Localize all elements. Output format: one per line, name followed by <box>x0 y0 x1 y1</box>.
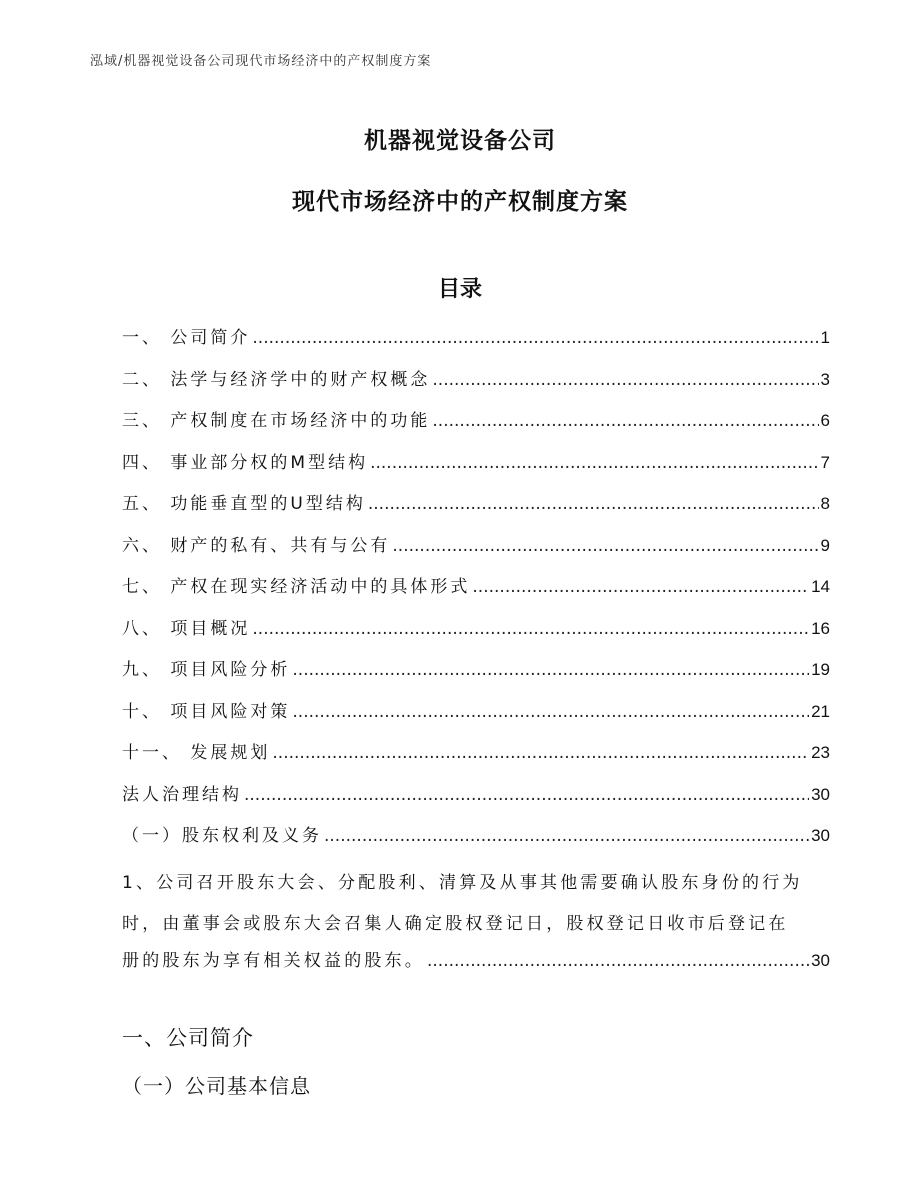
toc-entry[interactable] <box>122 821 830 863</box>
toc-page-number: 8 <box>820 494 830 513</box>
toc-entry-label: 三、 产权制度在市场经济中的功能 <box>122 411 431 431</box>
toc-page-number: 30 <box>811 826 830 845</box>
dot-leader <box>392 536 818 556</box>
toc-page-number: 3 <box>820 369 830 389</box>
dot-leader <box>324 826 809 846</box>
toc-entry-label: 法人治理结构 <box>122 784 242 805</box>
toc-entry-label: 七、 产权在现实经济活动中的具体形式 <box>122 577 471 597</box>
toc-entry[interactable] <box>122 531 830 573</box>
toc-page-number: 6 <box>820 411 830 430</box>
toc-entry-label: 四、 事业部分权的M型结构 <box>122 452 369 473</box>
toc-entry[interactable] <box>122 489 830 531</box>
dot-leader <box>292 660 809 680</box>
toc-entry[interactable] <box>122 780 830 822</box>
toc-entry-label: 九、 项目风险分析 <box>122 660 291 680</box>
toc-entry[interactable] <box>122 448 830 490</box>
toc-entry-long[interactable] <box>122 863 830 988</box>
toc-entry-label: 十、 项目风险对策 <box>122 701 291 722</box>
toc-page-number: 7 <box>820 452 830 472</box>
dot-leader <box>432 370 818 390</box>
dot-leader <box>370 453 818 473</box>
toc-entry-line: 1、公司召开股东大会、分配股利、清算及从事其他需要确认股东身份的行为 <box>122 872 803 893</box>
toc-entry[interactable] <box>122 697 830 739</box>
document-title-line1: 机器视觉设备公司 <box>364 128 556 154</box>
toc-entry[interactable] <box>122 406 830 448</box>
toc-entry-line: 册的股东为享有相关权益的股东。 <box>122 950 425 971</box>
dot-leader <box>292 702 809 722</box>
toc-entry-label: 二、 法学与经济学中的财产权概念 <box>122 369 431 390</box>
dot-leader <box>272 743 809 763</box>
toc-title: 目录 <box>437 277 482 302</box>
section-heading: 一、公司简介 <box>122 1026 254 1050</box>
subsection-heading: （一）公司基本信息 <box>122 1074 311 1098</box>
toc-page-number: 23 <box>811 743 830 762</box>
toc-entry-label: （一）股东权利及义务 <box>122 826 322 846</box>
toc-page-number: 19 <box>811 660 830 679</box>
toc-page-number: 14 <box>811 577 830 596</box>
toc-page-number: 30 <box>811 950 830 970</box>
document-title-line2: 现代市场经济中的产权制度方案 <box>292 189 628 215</box>
toc-entry[interactable] <box>122 614 830 656</box>
dot-leader <box>368 494 819 514</box>
dot-leader <box>252 328 818 348</box>
toc-page-number: 16 <box>811 618 830 638</box>
dot-leader <box>252 619 809 639</box>
toc-entry-label: 六、 财产的私有、共有与公有 <box>122 535 391 556</box>
toc-entry-label: 一、 公司简介 <box>122 328 251 348</box>
toc-entry[interactable] <box>122 655 830 697</box>
toc-page-number: 30 <box>811 784 830 804</box>
running-header: 泓域/机器视觉设备公司现代市场经济中的产权制度方案 <box>90 54 432 69</box>
toc-page-number: 1 <box>820 328 830 347</box>
dot-leader <box>244 785 809 805</box>
toc-entry[interactable] <box>122 738 830 780</box>
toc-entry[interactable] <box>122 365 830 407</box>
toc-entry-label: 八、 项目概况 <box>122 618 251 639</box>
toc-page-number: 9 <box>820 535 830 555</box>
dot-leader <box>472 577 809 597</box>
dot-leader <box>432 411 818 431</box>
toc-page-number: 21 <box>811 701 830 721</box>
toc-entry[interactable] <box>122 323 830 365</box>
toc-entry-line: 时，由董事会或股东大会召集人确定股权登记日，股权登记日收市后登记在 <box>122 914 789 934</box>
dot-leader <box>427 951 809 971</box>
toc-entry[interactable] <box>122 572 830 614</box>
toc-entry-label: 五、 功能垂直型的U型结构 <box>122 494 366 514</box>
table-of-contents <box>122 323 830 987</box>
toc-entry-label: 十一、 发展规划 <box>122 743 271 763</box>
